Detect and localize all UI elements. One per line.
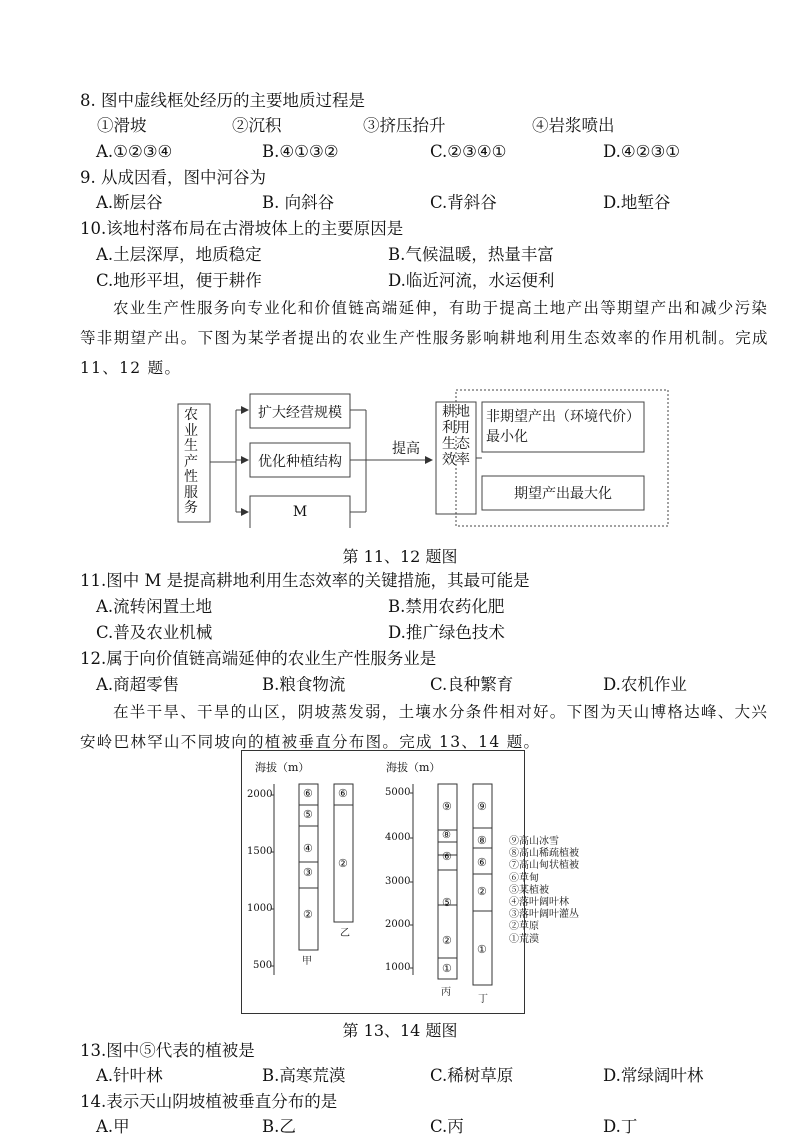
q12-option-c: C.良种繁育	[430, 675, 514, 694]
question-11-stem: 11.图中 M 是提高耕地利用生态效率的关键措施，其最可能是	[80, 571, 530, 590]
q8-option-d: D.④②③①	[603, 142, 681, 161]
column-label-yi: 乙	[340, 928, 350, 939]
bing-zone-5: ⑤	[442, 896, 452, 909]
figure-11-12-caption: 第 11、12 题图	[342, 547, 458, 566]
ding-zone-9: ⑨	[477, 800, 487, 813]
question-10-stem: 10.该地村落布局在古滑坡体上的主要原因是	[80, 219, 404, 238]
q10-option-c: C.地形平坦，便于耕作	[96, 271, 262, 290]
q11-option-d: D.推广绿色技术	[388, 623, 505, 642]
q14-option-d: D.丁	[603, 1117, 638, 1136]
left-tick-1000: 1000	[247, 903, 273, 914]
q13-option-a: A.针叶林	[96, 1066, 163, 1085]
figure-frame	[242, 751, 525, 1014]
passage-11-12: 农业生产性服务向专业化和价值链高端延伸，有助于提高土地产出等期望产出和减少污染等非期望产出。下图为某学者提出的农业生产性服务影响耕地利用生态效率的作用机制。完成 11、12 题。	[80, 299, 769, 377]
q11-option-b: B.禁用农药化肥	[388, 597, 505, 616]
q8-item-4: ④岩浆喷出	[532, 116, 615, 135]
q13-option-c: C.稀树草原	[430, 1066, 514, 1085]
path-label-2: 优化种植结构	[258, 454, 342, 470]
column-yi	[334, 784, 353, 922]
jia-zone-5: ⑤	[303, 808, 313, 821]
bing-zone-8: ⑧	[442, 830, 451, 841]
q9-option-b: B. 向斜谷	[262, 193, 335, 212]
q8-item-2: ②沉积	[232, 116, 282, 135]
right-tick-1000: 1000	[385, 962, 411, 973]
q8-option-c: C.②③④①	[430, 142, 507, 161]
q8-item-1: ①滑坡	[97, 116, 147, 135]
q8-option-a: A.①②③④	[96, 142, 173, 161]
arrow-label: 提高	[392, 441, 420, 457]
ding-zone-1: ①	[477, 943, 487, 956]
q10-option-b: B.气候温暖，热量丰富	[388, 245, 554, 264]
q9-option-c: C.背斜谷	[430, 193, 497, 212]
bing-zone-1: ①	[442, 962, 452, 975]
jia-zone-3: ③	[303, 866, 313, 879]
q10-option-a: A.土层深厚，地质稳定	[96, 245, 262, 264]
right-tick-4000: 4000	[385, 832, 411, 843]
vegetation-legend	[509, 836, 579, 946]
legend-item-3: ③落叶阔叶灌丛	[509, 909, 579, 921]
legend-item-4: ④落叶阔叶林	[509, 897, 569, 909]
question-14-stem: 14.表示天山阴坡植被垂直分布的是	[80, 1092, 338, 1111]
yi-zone-2: ②	[338, 857, 348, 870]
left-tick-2000: 2000	[247, 789, 273, 800]
q14-option-a: A.甲	[96, 1117, 130, 1136]
question-13-stem: 13.图中⑤代表的植被是	[80, 1041, 255, 1060]
source-label: 农业生产性服务	[184, 407, 198, 516]
path-label-m: M	[292, 504, 308, 520]
question-8-stem: 8. 图中虚线框处经历的主要地质过程是	[80, 91, 365, 110]
bing-zone-6: ⑥	[442, 850, 452, 863]
left-tick-500: 500	[253, 960, 273, 971]
column-bing	[438, 784, 457, 979]
figure-13-14-caption: 第 13、14 题图	[342, 1021, 458, 1040]
ding-zone-2: ②	[477, 885, 487, 898]
q10-option-d: D.临近河流，水运便利	[388, 271, 555, 290]
bing-zone-2: ②	[442, 934, 452, 947]
outcome-label-2: 期望产出最大化	[514, 486, 612, 502]
ding-zone-6: ⑥	[477, 856, 487, 869]
legend-item-2: ②草原	[509, 921, 539, 933]
q13-option-b: B.高寒荒漠	[262, 1066, 346, 1085]
left-axis-title: 海拔（m）	[255, 761, 310, 774]
legend-item-9: ⑨高山冰雪	[509, 836, 559, 847]
q12-option-b: B.粮食物流	[262, 675, 346, 694]
jia-zone-6: ⑥	[303, 787, 313, 800]
question-9-stem: 9. 从成因看，图中河谷为	[80, 168, 266, 187]
path-label-1: 扩大经营规模	[258, 405, 342, 421]
bing-zone-9: ⑨	[442, 800, 452, 813]
right-tick-5000: 5000	[385, 787, 411, 798]
q11-option-a: A.流转闲置土地	[96, 597, 213, 616]
q11-option-c: C.普及农业机械	[96, 623, 213, 642]
jia-zone-2: ②	[303, 908, 313, 921]
ding-zone-8: ⑧	[477, 834, 487, 847]
legend-item-5: ⑤某植被	[509, 884, 549, 896]
q14-option-b: B.乙	[262, 1117, 296, 1136]
left-tick-1500: 1500	[247, 846, 273, 857]
q9-option-a: A.断层谷	[96, 193, 163, 212]
q12-option-d: D.农机作业	[603, 675, 687, 694]
right-axis-title: 海拔（m）	[386, 761, 441, 774]
q13-option-d: D.常绿阔叶林	[603, 1066, 704, 1085]
column-label-jia: 甲	[302, 956, 312, 967]
q8-option-b: B.④①③②	[262, 142, 339, 161]
q8-item-3: ③挤压抬升	[363, 116, 446, 135]
legend-item-7: ⑦高山甸状植被	[509, 860, 579, 872]
q14-option-c: C.丙	[430, 1117, 464, 1136]
jia-zone-4: ④	[303, 842, 313, 855]
question-12-stem: 12.属于向价值链高端延伸的农业生产性服务业是	[80, 649, 437, 668]
outcome-label-1: 非期望产出（环境代价）最小化	[486, 409, 640, 445]
target-label: 耕地利用生态效率	[442, 404, 470, 468]
yi-zone-6: ⑥	[338, 787, 348, 800]
legend-item-6: ⑥草甸	[509, 872, 539, 884]
right-tick-3000: 3000	[385, 876, 411, 887]
q9-option-d: D.地堑谷	[603, 193, 671, 212]
column-label-ding: 丁	[478, 994, 488, 1005]
q12-option-a: A.商超零售	[96, 675, 180, 694]
figure-13-14-diagram	[241, 750, 525, 1015]
column-label-bing: 丙	[441, 987, 451, 998]
legend-item-1: ①荒漠	[509, 933, 539, 945]
right-tick-2000: 2000	[385, 919, 411, 930]
passage-13-14: 在半干旱、干旱的山区，阴坡蒸发弱，土壤水分条件相对好。下图为天山博格达峰、大兴安岭巴林罕山不同坡向的植被垂直分布图。完成 13、14 题。	[80, 703, 769, 751]
legend-item-8: ⑧高山稀疏植被	[509, 848, 579, 860]
